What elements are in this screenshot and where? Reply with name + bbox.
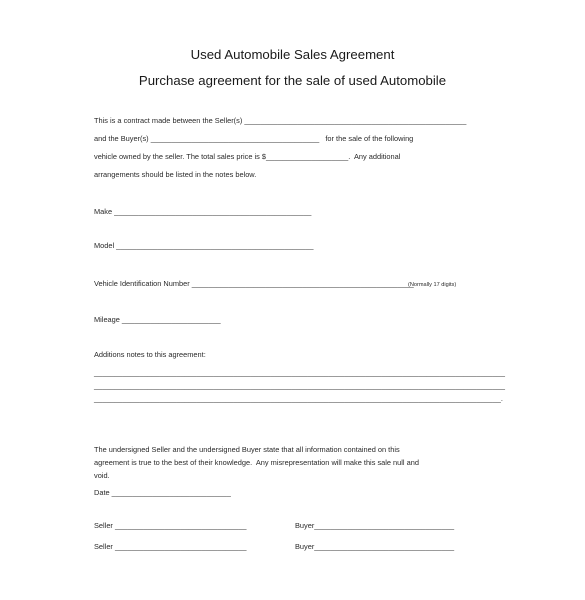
mileage-field: Mileage ________________________ [94, 315, 221, 324]
notes-label: Additions notes to this agreement: [94, 350, 206, 359]
statement-line-1: The undersigned Seller and the undersigned Buyer state that all information contained on this [94, 445, 400, 454]
vin-field: Vehicle Identification Number ______________________________________________________ [94, 279, 414, 288]
seller-signature-2: Seller ________________________________ [94, 542, 247, 551]
intro-line-4: arrangements should be listed in the notes below. [94, 170, 257, 179]
intro-line-1: This is a contract made between the Seller(s) ______________________________________________________ [94, 116, 467, 125]
intro-line-2: and the Buyer(s) _________________________________________ for the sale of the following [94, 134, 414, 143]
vin-note: (Normally 17 digits) [408, 282, 457, 288]
statement-line-3: void. [94, 471, 110, 480]
notes-line: ___________________________________________________________________________________________________. [94, 394, 503, 403]
notes-line: ____________________________________________________________________________________________________ [94, 368, 506, 377]
document-title: Used Automobile Sales Agreement [190, 47, 395, 62]
document-subtitle: Purchase agreement for the sale of used Automobile [138, 73, 447, 88]
seller-signature-1: Seller ________________________________ [94, 521, 247, 530]
buyer-signature-1: Buyer__________________________________ [295, 521, 455, 530]
statement-line-2: agreement is true to the best of their knowledge. Any misrepresentation will make this sale null and [94, 458, 419, 467]
buyer-signature-2: Buyer__________________________________ [295, 542, 455, 551]
make-field: Make ________________________________________________ [94, 207, 312, 216]
model-field: Model ________________________________________________ [94, 241, 314, 250]
notes-line: ____________________________________________________________________________________________________ [94, 381, 506, 390]
date-field: Date _____________________________ [94, 488, 231, 497]
intro-line-3: vehicle owned by the seller. The total sales price is $____________________. Any additional [94, 152, 401, 161]
